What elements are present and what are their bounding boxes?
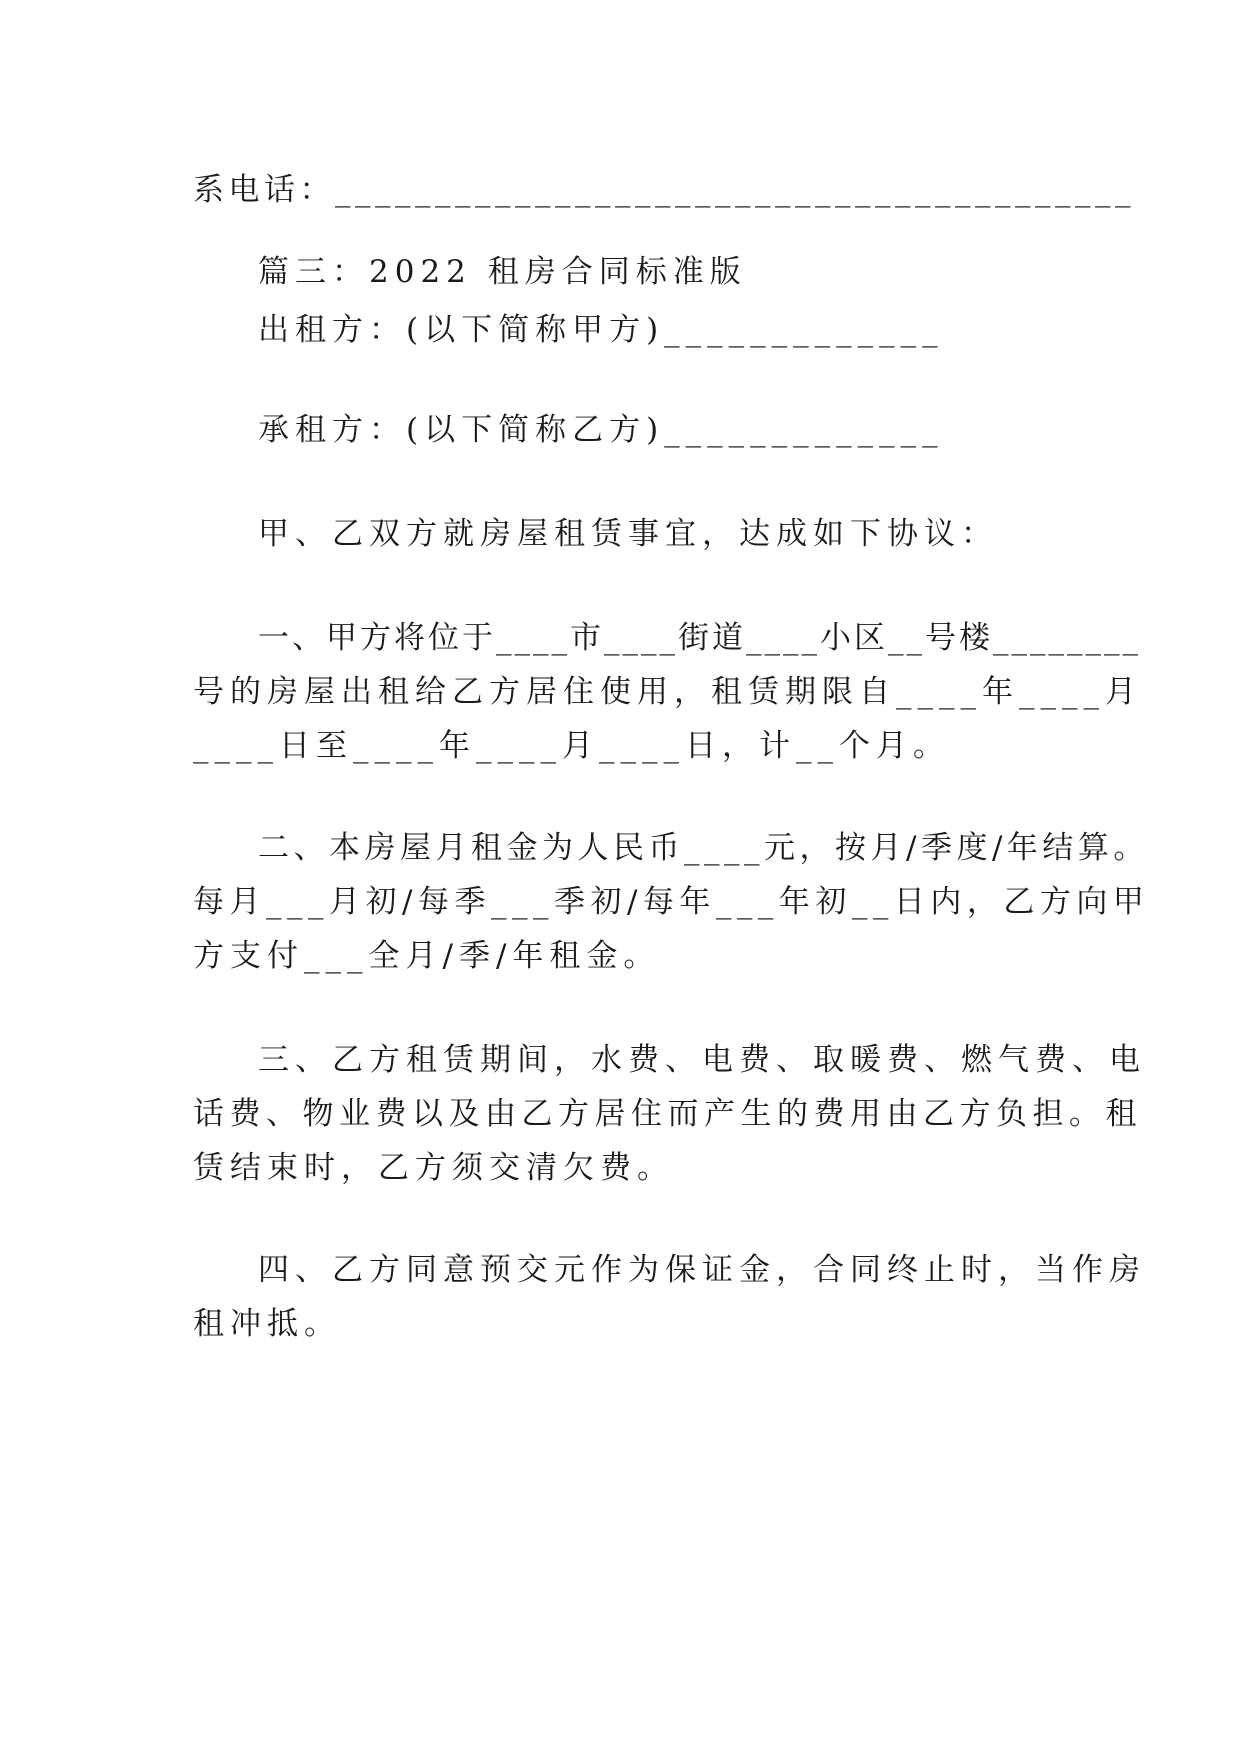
clause-2-line-3: 方支付___全月/季/年租金。 — [193, 938, 661, 974]
clause-4-line-2: 租冲抵。 — [193, 1306, 341, 1342]
clause-1-line-1: 一、甲方将位于____市____街道____小区__号楼________ — [258, 620, 1141, 656]
clause-3-line-2: 话费、物业费以及由乙方居住而产生的费用由乙方负担。租 — [193, 1096, 1142, 1132]
agreement-intro: 甲、乙双方就房屋租赁事宜，达成如下协议： — [258, 516, 998, 552]
clause-3-line-1: 三、乙方租赁期间，水费、电费、取暖费、燃气费、电 — [258, 1042, 1146, 1078]
clause-3-line-3: 赁结束时，乙方须交清欠费。 — [193, 1150, 674, 1186]
section-title: 篇三：2022 租房合同标准版 — [258, 254, 747, 290]
clause-1-line-3: ____日至____年____月____日，计__个月。 — [193, 728, 950, 764]
clause-1-line-2: 号的房屋出租给乙方居住使用，租赁期限自____年____月 — [193, 674, 1142, 710]
clause-2-line-1: 二、本房屋月租金为人民币____元，按月/季度/年结算。 — [258, 830, 1149, 866]
clause-4-line-1: 四、乙方同意预交元作为保证金，合同终止时，当作房 — [258, 1252, 1146, 1288]
lessor-line: 出租方：(以下简称甲方)_____________ — [258, 312, 944, 348]
lessee-line: 承租方：(以下简称乙方)_____________ — [258, 412, 944, 448]
contact-phone-line: 系电话：________________________________________ — [193, 172, 1135, 208]
clause-2-line-2: 每月___月初/每季___季初/每年___年初__日内，乙方向甲 — [193, 884, 1150, 920]
